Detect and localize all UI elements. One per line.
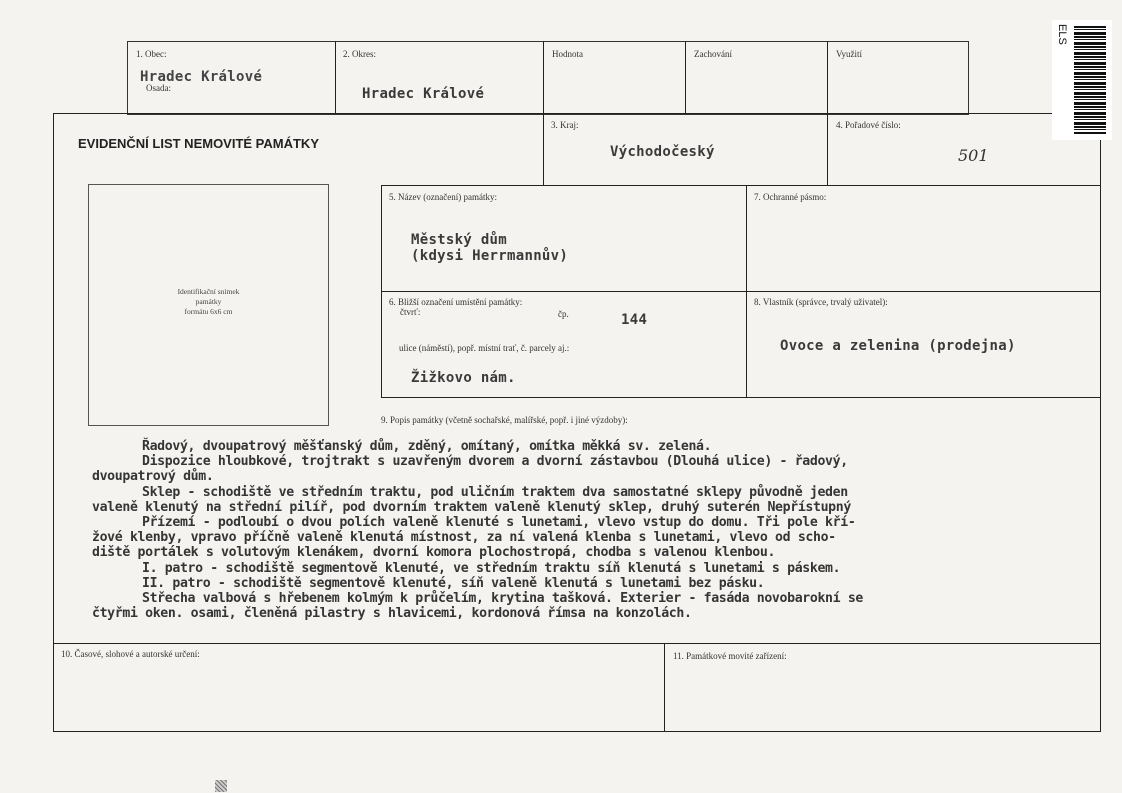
- hodnota-label: Hodnota: [552, 49, 583, 59]
- header-divider: [685, 41, 686, 114]
- frame-line: [53, 731, 1101, 732]
- photo-caption-line: formátu 6x6 cm: [184, 307, 233, 316]
- ulice-label: ulice (náměstí), popř. místní trať, č. parcely aj.:: [399, 343, 570, 353]
- poradove-cislo-label: 4. Pořadové číslo:: [836, 120, 901, 130]
- frame-line: [1100, 113, 1101, 732]
- movite-zarizeni-label: 11. Památkové movité zařízení:: [673, 651, 787, 661]
- popis-line: čtyřmi oken. osami, členěná pilastry s hlavicemi, kordonová římsa na konzolách.: [92, 606, 692, 622]
- photo-caption-line: Identifikační snímek: [177, 287, 240, 296]
- frame-line: [381, 185, 1101, 186]
- popis-line: Střecha valbová s hřebenem kolmým k průčelím, krytina tašková. Exterier - fasáda novobarokní se: [142, 591, 864, 607]
- popis-line: valeně klenutý na střední pilíř, pod dvorním traktem valeně klenutý sklep, druhý suterén Nepřístupný: [92, 499, 851, 515]
- ulice-value: Žižkovo nám.: [411, 370, 516, 386]
- header-divider: [543, 41, 544, 114]
- popis-line: Dispozice hloubkové, trojtrakt s uzavřeným dvorem a dvorní zástavbou (Dlouhá ulice) - řadový,: [142, 454, 848, 470]
- frame-line: [53, 113, 54, 732]
- nazev-line1: Městský dům: [411, 232, 508, 248]
- frame-line: [53, 643, 1101, 644]
- header-divider: [827, 41, 828, 114]
- obec-label: 1. Obec:: [136, 49, 167, 59]
- zachovani-label: Zachování: [694, 49, 732, 59]
- popis-label: 9. Popis památky (včetně sochařské, malířské, popř. i jiné výzdoby):: [381, 415, 628, 425]
- header-divider: [335, 41, 336, 114]
- vlastnik-value: Ovoce a zelenina (prodejna): [780, 338, 1016, 354]
- obec-value: Hradec Králové: [140, 69, 263, 85]
- popis-line: Řadový, dvoupatrový měšťanský dům, zděný, omítaný, omítka měkká sv. zelená.: [142, 439, 712, 454]
- popis-line: žové klenby, vpravo příčně valeně klenutá místnost, za ní valená klenba s lunetami, vlevo od scho-: [92, 530, 836, 546]
- barcode-icon: [1074, 26, 1106, 134]
- vyuziti-label: Využití: [836, 49, 862, 59]
- frame-line: [827, 113, 828, 185]
- popis-text: [92, 439, 1092, 621]
- frame-line: [381, 397, 1101, 398]
- frame-line: [543, 113, 544, 185]
- osada-label: Osada:: [146, 83, 171, 93]
- okres-value: Hradec Králové: [362, 86, 485, 102]
- okres-label: 2. Okres:: [343, 49, 376, 59]
- form-title: EVIDENČNÍ LIST NEMOVITÉ PAMÁTKY: [78, 136, 319, 151]
- casove-urceni-label: 10. Časové, slohové a autorské určení:: [61, 649, 200, 659]
- kraj-value: Východočeský: [610, 144, 715, 160]
- popis-line: diště portálek s volutovým klenákem, dvorní komora plochostropá, chodba s valenou klenbou.: [92, 545, 776, 561]
- cp-value: 144: [621, 312, 648, 328]
- umisteni-label: 6. Bližší označení umístění památky:: [389, 297, 523, 307]
- poradove-cislo-value: 501: [958, 146, 989, 165]
- ochranne-pasmo-label: 7. Ochranné pásmo:: [754, 192, 827, 202]
- kraj-label: 3. Kraj:: [551, 120, 579, 130]
- vlastnik-label: 8. Vlastník (správce, trvalý uživatel):: [754, 297, 888, 307]
- cp-label: čp.: [558, 309, 569, 319]
- popis-line: I. patro - schodiště segmentově klenuté, ve středním traktu síň klenutá s lunetami s páskem.: [142, 560, 841, 576]
- popis-line: II. patro - schodiště segmentově klenuté, síň valeně klenutá s lunetami bez pásku.: [142, 575, 765, 591]
- frame-line: [53, 113, 1101, 114]
- photo-box-caption: [88, 287, 329, 317]
- frame-line: [664, 643, 665, 732]
- nazev-label: 5. Název (označení) památky:: [389, 192, 497, 202]
- photo-caption-line: památky: [195, 297, 222, 306]
- ctvrt-label: čtvrť:: [400, 307, 421, 317]
- barcode-sticker: [1052, 20, 1112, 140]
- barcode-text: ELS: [1056, 24, 1068, 45]
- popis-line: Přízemí - podloubí o dvou polích valeně klenuté s lunetami, vlevo vstup do domu. Tři pole kří-: [142, 515, 856, 531]
- frame-line: [381, 291, 1101, 292]
- nazev-line2: (kdysi Herrmannův): [411, 248, 569, 264]
- popis-line: dvoupatrový dům.: [92, 469, 214, 485]
- scan-mark: [215, 780, 227, 792]
- popis-line: Sklep - schodiště ve středním traktu, pod uličním traktem dva samostatné sklepy původně jeden: [142, 484, 848, 500]
